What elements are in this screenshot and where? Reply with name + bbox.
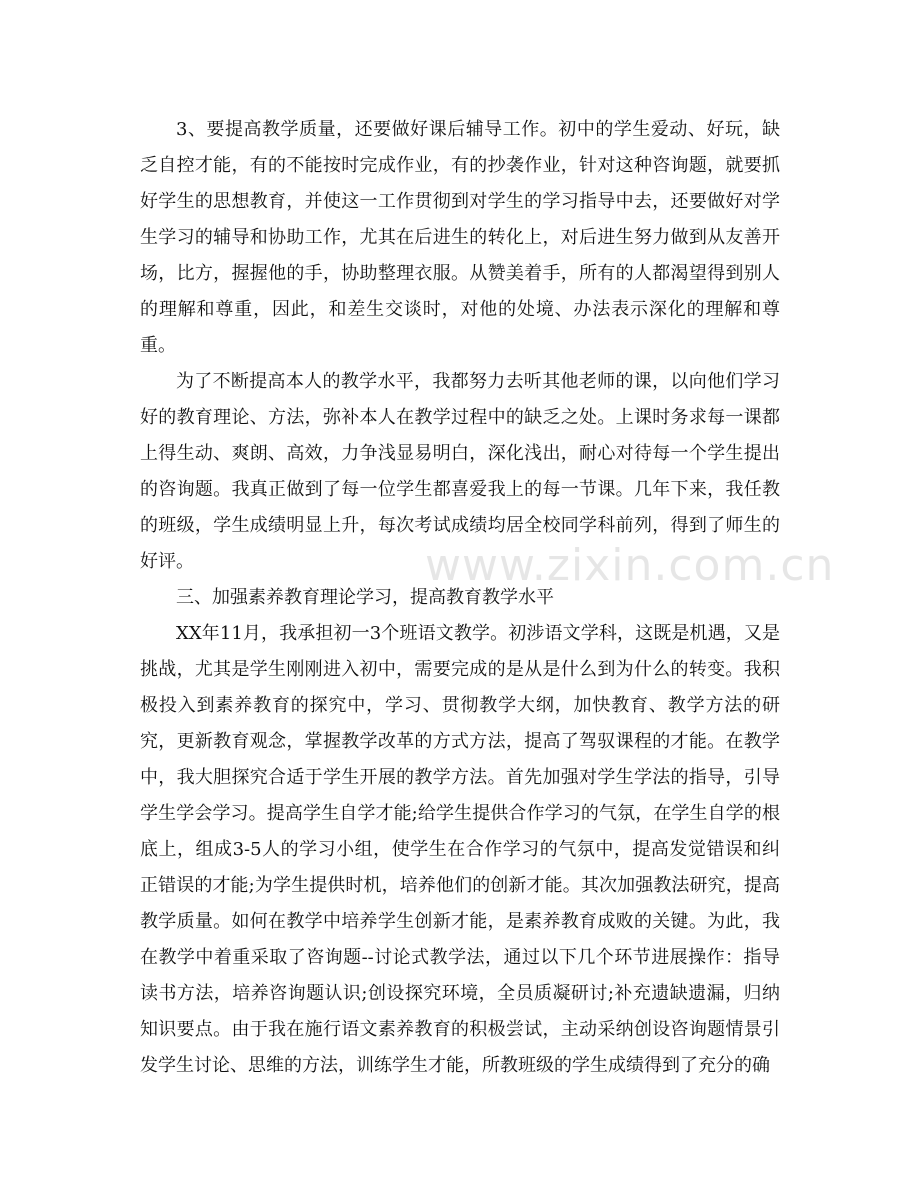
- section-heading: 三、加强素养教育理论学习，提高教育教学水平: [176, 587, 554, 608]
- paragraph-quality-education: XX年11月，我承担初一3个班语文教学。初涉语文学科，这既是机遇，又是挑战，尤其是学生刚刚进入初中，需要完成的是从是什么到为什么的转变。我积极投入到素养教育的探究中，学习、贯彻教学大纲，加快教育、教学方法的研究，更新教育观念，掌握教学改革的方式方法，提高了驾驭课程的才能。在教学中，我大胆探究合适于学生开展的教学方法。首先加强对学生学法的指导，引导学生学会学习。提高学生自学才能;给学生提供合作学习的气氛，在学生自学的根底上，组成3-5人的学习小组，使学生在合作学习的气氛中，提高发觉错误和纠正错误的才能;为学生提供时机，培养他们的创新才能。其次加强教法研究，提高教学质量。如何在教学中培养学生创新才能，是素养教育成败的关键。为此，我在教学中着重采取了咨询题--讨论式教学法，通过以下几个环节进展操作：指导读书方法，培养咨询题认识;创设探究环境，全员质凝研讨;补充遗缺遗漏，归纳知识要点。由于我在施行语文素养教育的积极尝试，主动采纳创设咨询题情景引发学生讨论、思维的方法，训练学生才能，所教班级的学生成绩得到了充分的确: [140, 623, 780, 1076]
- paragraph-tutoring: 3、要提高教学质量，还要做好课后辅导工作。初中的学生爱动、好玩，缺乏自控才能，有的不能按时完成作业，有的抄袭作业，针对这种咨询题，就要抓好学生的思想教育，并使这一工作贯彻到对学生的学习指导中去，还要做好对学生学习的辅导和协助工作，尤其在后进生的转化上，对后进生努力做到从友善开场，比方，握握他的手，协助整理衣服。从赞美着手，所有的人都渴望得到别人的理解和尊重，因此，和差生交谈时，对他的处境、办法表示深化的理解和尊重。: [140, 119, 780, 356]
- document-body: [140, 112, 780, 1084]
- paragraph-teaching-level: 为了不断提高本人的教学水平，我都努力去听其他老师的课，以向他们学习好的教育理论、方法，弥补本人在教学过程中的缺乏之处。上课时务求每一课都上得生动、爽朗、高效，力争浅显易明白，深化浅出，耐心对待每一个学生提出的咨询题。我真正做到了每一位学生都喜爱我上的每一节课。几年下来，我任教的班级，学生成绩明显上升，每次考试成绩均居全校同学科前列，得到了师生的好评。: [140, 371, 780, 572]
- watermark: www.zixin.com.cn: [425, 540, 835, 591]
